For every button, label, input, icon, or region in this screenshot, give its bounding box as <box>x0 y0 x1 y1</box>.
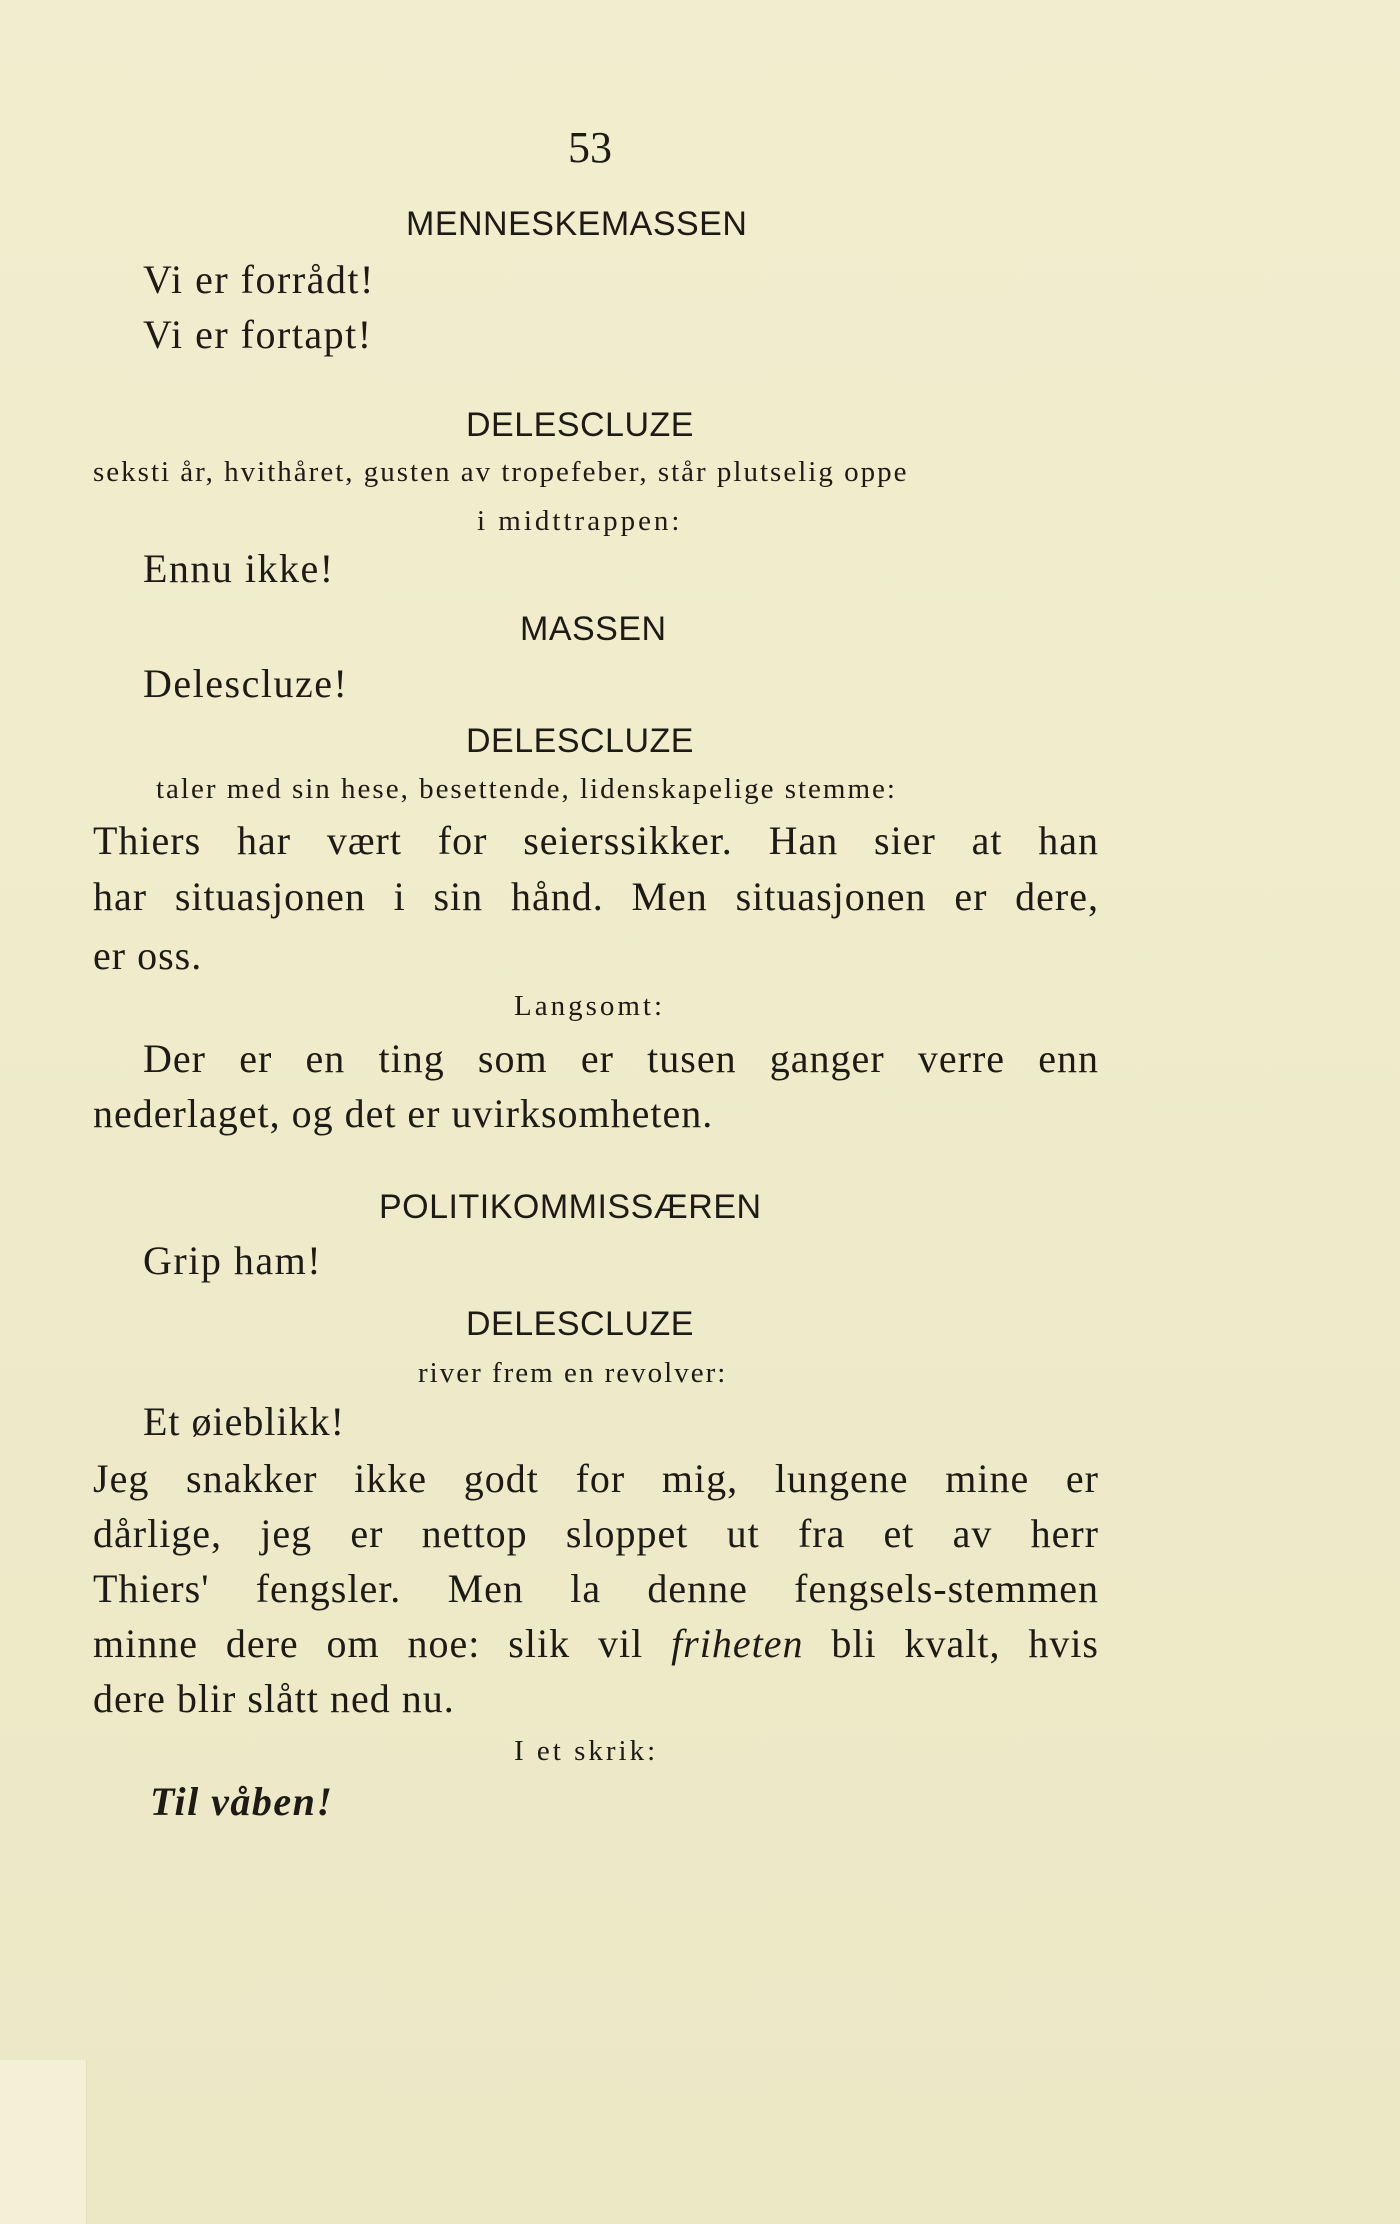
dialogue-line: Delescluze! <box>143 661 349 706</box>
dialogue-line: Vi er fortapt! <box>143 312 373 357</box>
speaker-politikommissaeren: POLITIKOMMISSÆREN <box>379 1188 762 1226</box>
dialogue-text: bli kvalt, hvis <box>803 1621 1099 1666</box>
dialogue-line: dere blir slått ned nu. <box>93 1676 455 1721</box>
dialogue-line: Ennu ikke! <box>143 546 335 591</box>
dialogue-line: har situasjonen i sin hånd. Men situasjonen er dere, <box>93 874 1099 919</box>
final-exclamation: Til våben! <box>150 1779 334 1824</box>
speaker-menneskemassen: MENNESKEMASSEN <box>406 205 748 243</box>
speaker-delescluze: DELESCLUZE <box>466 722 694 760</box>
speaker-delescluze: DELESCLUZE <box>466 1305 694 1343</box>
page-number: 53 <box>568 123 612 172</box>
stage-direction: seksti år, hvithåret, gusten av tropefeber, står plutselig oppe <box>93 456 909 488</box>
dialogue-line: Thiers har vært for seierssikker. Han sier at han <box>93 818 1099 863</box>
dialogue-line: Grip ham! <box>143 1238 323 1283</box>
dialogue-text: minne dere om noe: slik vil <box>93 1621 672 1666</box>
stage-direction: river frem en revolver: <box>418 1357 728 1389</box>
stage-direction: i midttrappen: <box>477 505 683 537</box>
stage-direction: taler med sin hese, besettende, lidenskapelige stemme: <box>156 773 897 805</box>
speaker-delescluze: DELESCLUZE <box>466 406 694 444</box>
dialogue-line <box>93 1620 1099 1667</box>
dialogue-line: dårlige, jeg er nettop sloppet ut fra et av herr <box>93 1511 1099 1556</box>
dialogue-line: Der er en ting som er tusen ganger verre enn <box>143 1036 1099 1081</box>
dialogue-line: er oss. <box>93 933 203 978</box>
dialogue-line: nederlaget, og det er uvirksomheten. <box>93 1091 714 1136</box>
dialogue-line: Vi er forrådt! <box>143 257 375 302</box>
emphasis-friheten: friheten <box>671 1621 804 1666</box>
dialogue-line: Thiers' fengsler. Men la denne fengsels-stemmen <box>93 1566 1099 1611</box>
speaker-massen: MASSEN <box>520 610 667 648</box>
stage-direction: Langsomt: <box>514 990 666 1022</box>
dialogue-line: Et øieblikk! <box>143 1399 345 1444</box>
stage-direction: I et skrik: <box>514 1735 659 1767</box>
scan-edge-mark <box>0 2060 87 2224</box>
dialogue-line: Jeg snakker ikke godt for mig, lungene mine er <box>93 1456 1099 1501</box>
